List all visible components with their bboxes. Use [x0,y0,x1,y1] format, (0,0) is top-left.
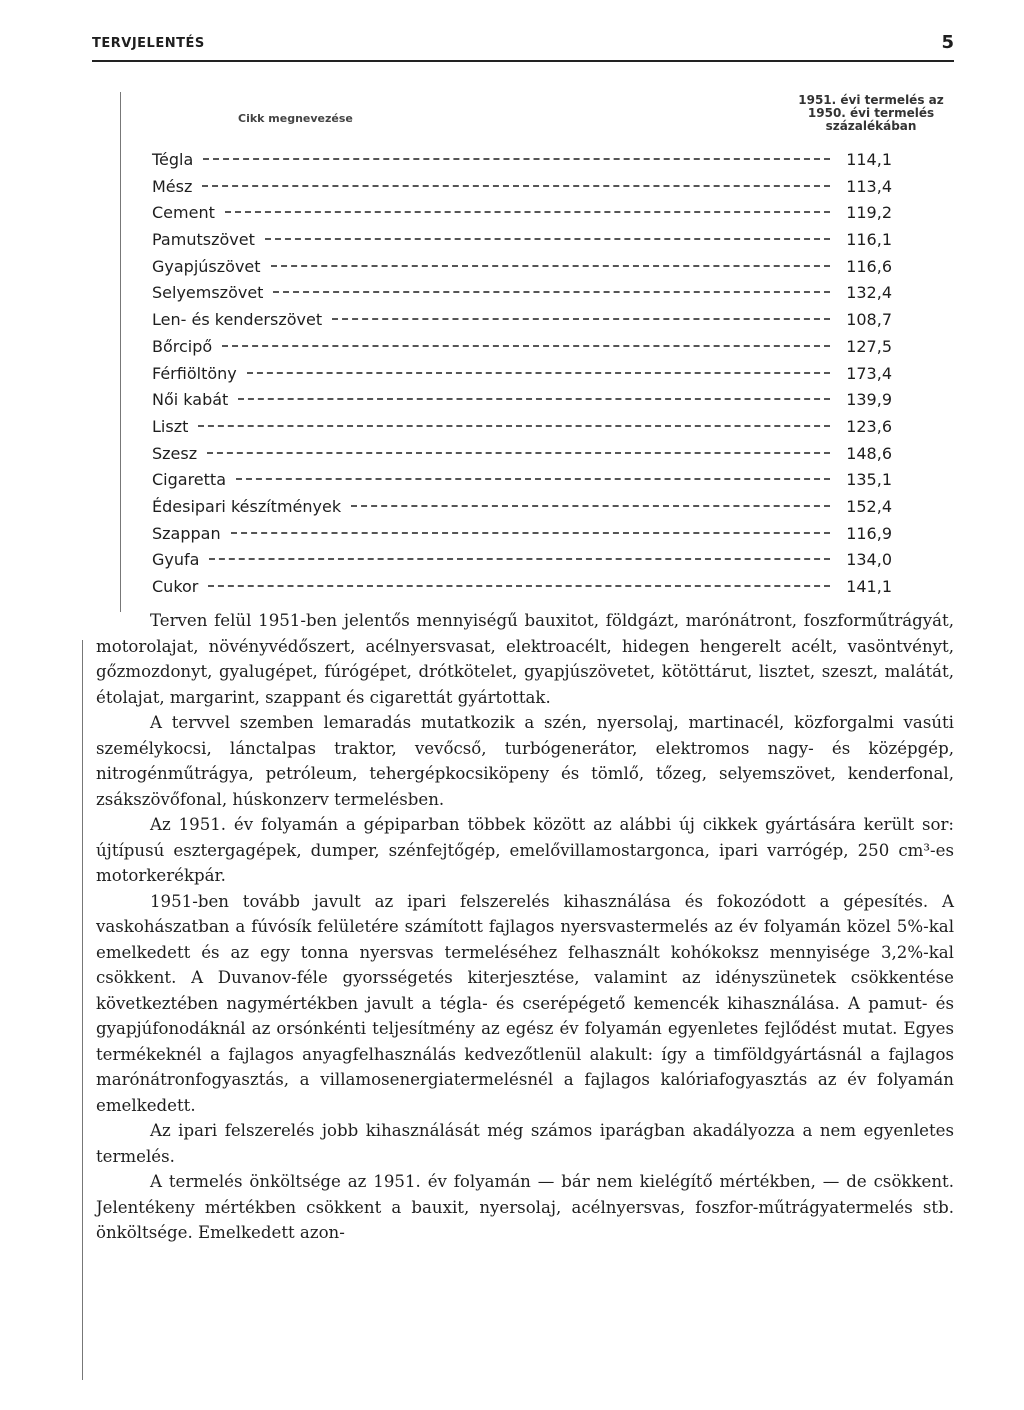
dash-leader [265,238,830,240]
row-percent-value: 139,9 [846,390,892,410]
table-row [152,470,892,497]
column-header-percent: 1951. évi termelés az 1950. évi termelés százalékában [798,93,944,133]
table-row [152,177,892,204]
row-percent-value: 108,7 [846,310,892,330]
table-header [108,94,956,146]
dash-leader [236,478,830,480]
row-item-name: Tégla [152,150,194,169]
row-percent-value: 141,1 [846,577,892,596]
row-item-name: Cukor [152,577,199,596]
row-percent-value: 173,4 [846,363,892,383]
dash-leader [332,318,830,320]
row-percent-value: 113,4 [846,176,892,196]
running-title: TERVJELENTÉS [92,36,205,51]
dash-leader [202,185,830,187]
paragraph: A termelés önköltsége az 1951. év folyamán — bár nem kielégítő mértékben, — de csökkent. Jelentékeny mértékben csökkent a bauxit, nyersolaj, acélnyersvas, foszfor-műtrágyatermelés stb. önköltsége. Emelkedett azon- [96,1172,954,1242]
row-item-name: Mész [152,176,193,196]
dash-leader [225,211,830,213]
table-row [152,283,892,310]
row-item-name: Liszt [152,416,189,436]
table-row [152,257,892,284]
table-row [152,497,892,524]
table-row [152,337,892,364]
paragraph: A tervvel szemben lemaradás mutatkozik a szén, nyersolaj, martinacél, közforgalmi vasúti személykocsi, lánctalpas traktor, vevőcső, turbógenerátor, elektromos nagy- és középgép, nitrogénműtrágya, petróleum, tehergépkocsiköpeny és tömlő, tőzeg, selyemszövet, kenderfonal, zsákszövőfonal, húskonzerv termelésben. [96,713,954,809]
paragraph: 1951-ben tovább javult az ipari felszerelés kihasználása és fokozódott a gépesítés. A vaskohászatban a fúvósík felületére számított fajlagos nyersvastermelés az év folyamán közel 5%-kal emelkedett és az egy tonna nyersvas termeléséhez felhasznált kohókoksz mennyisége 3,2%-kal csökkent. A Duvanov-féle gyorsségetés kiterjesztése, valamint az idényszünetek csökkentése következtében nagymértékben javult a tégla- és cserépégető kemencék kihasználása. A pamut- és gyapjúfonodáknál az orsónkénti teljesítmény az egész év folyamán egyenletes fejlődést mutat. Egyes termékeknél a fajlagos anyagfelhasználás kedvezőtlenül alakult: így a timföldgyártásnál a fajlagos marónátronfogyasztás, a villamosenergiatermelésnél a fajlagos kalóriafogyasztás az év folyamán emelkedett. [96,891,954,1115]
dash-leader [238,398,830,400]
table-row [152,364,892,391]
row-item-name: Gyapjúszövet [152,256,261,276]
row-item-name: Len- és kenderszövet [152,310,323,330]
body-text [96,608,954,1246]
table-row [152,390,892,417]
row-percent-value: 116,9 [846,523,892,543]
dash-leader [273,291,830,293]
row-percent-value: 127,5 [846,336,892,356]
row-percent-value: 116,1 [846,230,892,250]
page-number: 5 [941,32,954,53]
row-item-name: Bőrcipő [152,336,213,356]
production-table [152,150,892,604]
dash-leader [222,345,830,347]
paragraph: Az 1951. év folyamán a gépiparban többek között az alábbi új cikkek gyártására került sor: újtípusú esztergagépek, dumper, szénfejtőgép, emelővillamostargonca, ipari varrógép, 250 cm³-es motorkerékpár. [96,815,954,885]
row-percent-value: 114,1 [846,150,892,169]
dash-leader [271,265,830,267]
row-percent-value: 152,4 [846,496,892,516]
running-header [92,30,954,60]
row-item-name: Cement [152,203,215,223]
row-item-name: Női kabát [152,390,229,410]
row-percent-value: 134,0 [846,550,892,570]
dash-leader [207,452,830,454]
table-row [152,150,892,177]
row-item-name: Édesipari készítmények [152,496,342,516]
row-item-name: Férfiöltöny [152,363,237,383]
table-row [152,444,892,471]
row-item-name: Pamutszövet [152,230,255,250]
table-row [152,577,892,604]
row-percent-value: 132,4 [846,283,892,303]
row-item-name: Szappan [152,523,221,543]
row-item-name: Gyufa [152,550,200,570]
margin-rule [120,92,121,612]
row-item-name: Cigaretta [152,470,226,490]
row-percent-value: 148,6 [846,443,892,463]
row-percent-value: 135,1 [846,470,892,490]
row-percent-value: 123,6 [846,416,892,436]
paragraph: Az ipari felszerelés jobb kihasználását még számos iparágban akadályozza a nem egyenletes termelés. [96,1121,954,1166]
dash-leader [351,505,830,507]
row-percent-value: 116,6 [846,256,892,276]
dash-leader [209,558,830,560]
row-item-name: Selyemszövet [152,283,264,303]
paragraph: Terven felül 1951-ben jelentős mennyiségű bauxitot, földgázt, marónátront, foszforműtrágyát, motorolajat, növényvédőszert, acélnyersvasat, elektroacélt, hidegen hengerelt acélt, vasöntvényt, gőzmozdonyt, gyalugépet, fúrógépet, drótkötelet, gyapjúszövetet, kötöttárut, lisztet, szeszt, malátát, étolajat, margarint, szappant és cigarettát gyártottak. [96,611,954,707]
dash-leader [208,585,830,587]
dash-leader [203,158,830,160]
dash-leader [231,532,830,534]
header-rule [92,60,954,62]
column-header-item: Cikk megnevezése [238,112,353,125]
margin-rule-lower [82,640,83,1380]
dash-leader [198,425,830,427]
table-row [152,524,892,551]
dash-leader [247,372,830,374]
row-percent-value: 119,2 [846,203,892,223]
table-row [152,230,892,257]
table-row [152,550,892,577]
table-row [152,203,892,230]
table-row [152,417,892,444]
table-row [152,310,892,337]
row-item-name: Szesz [152,443,198,463]
